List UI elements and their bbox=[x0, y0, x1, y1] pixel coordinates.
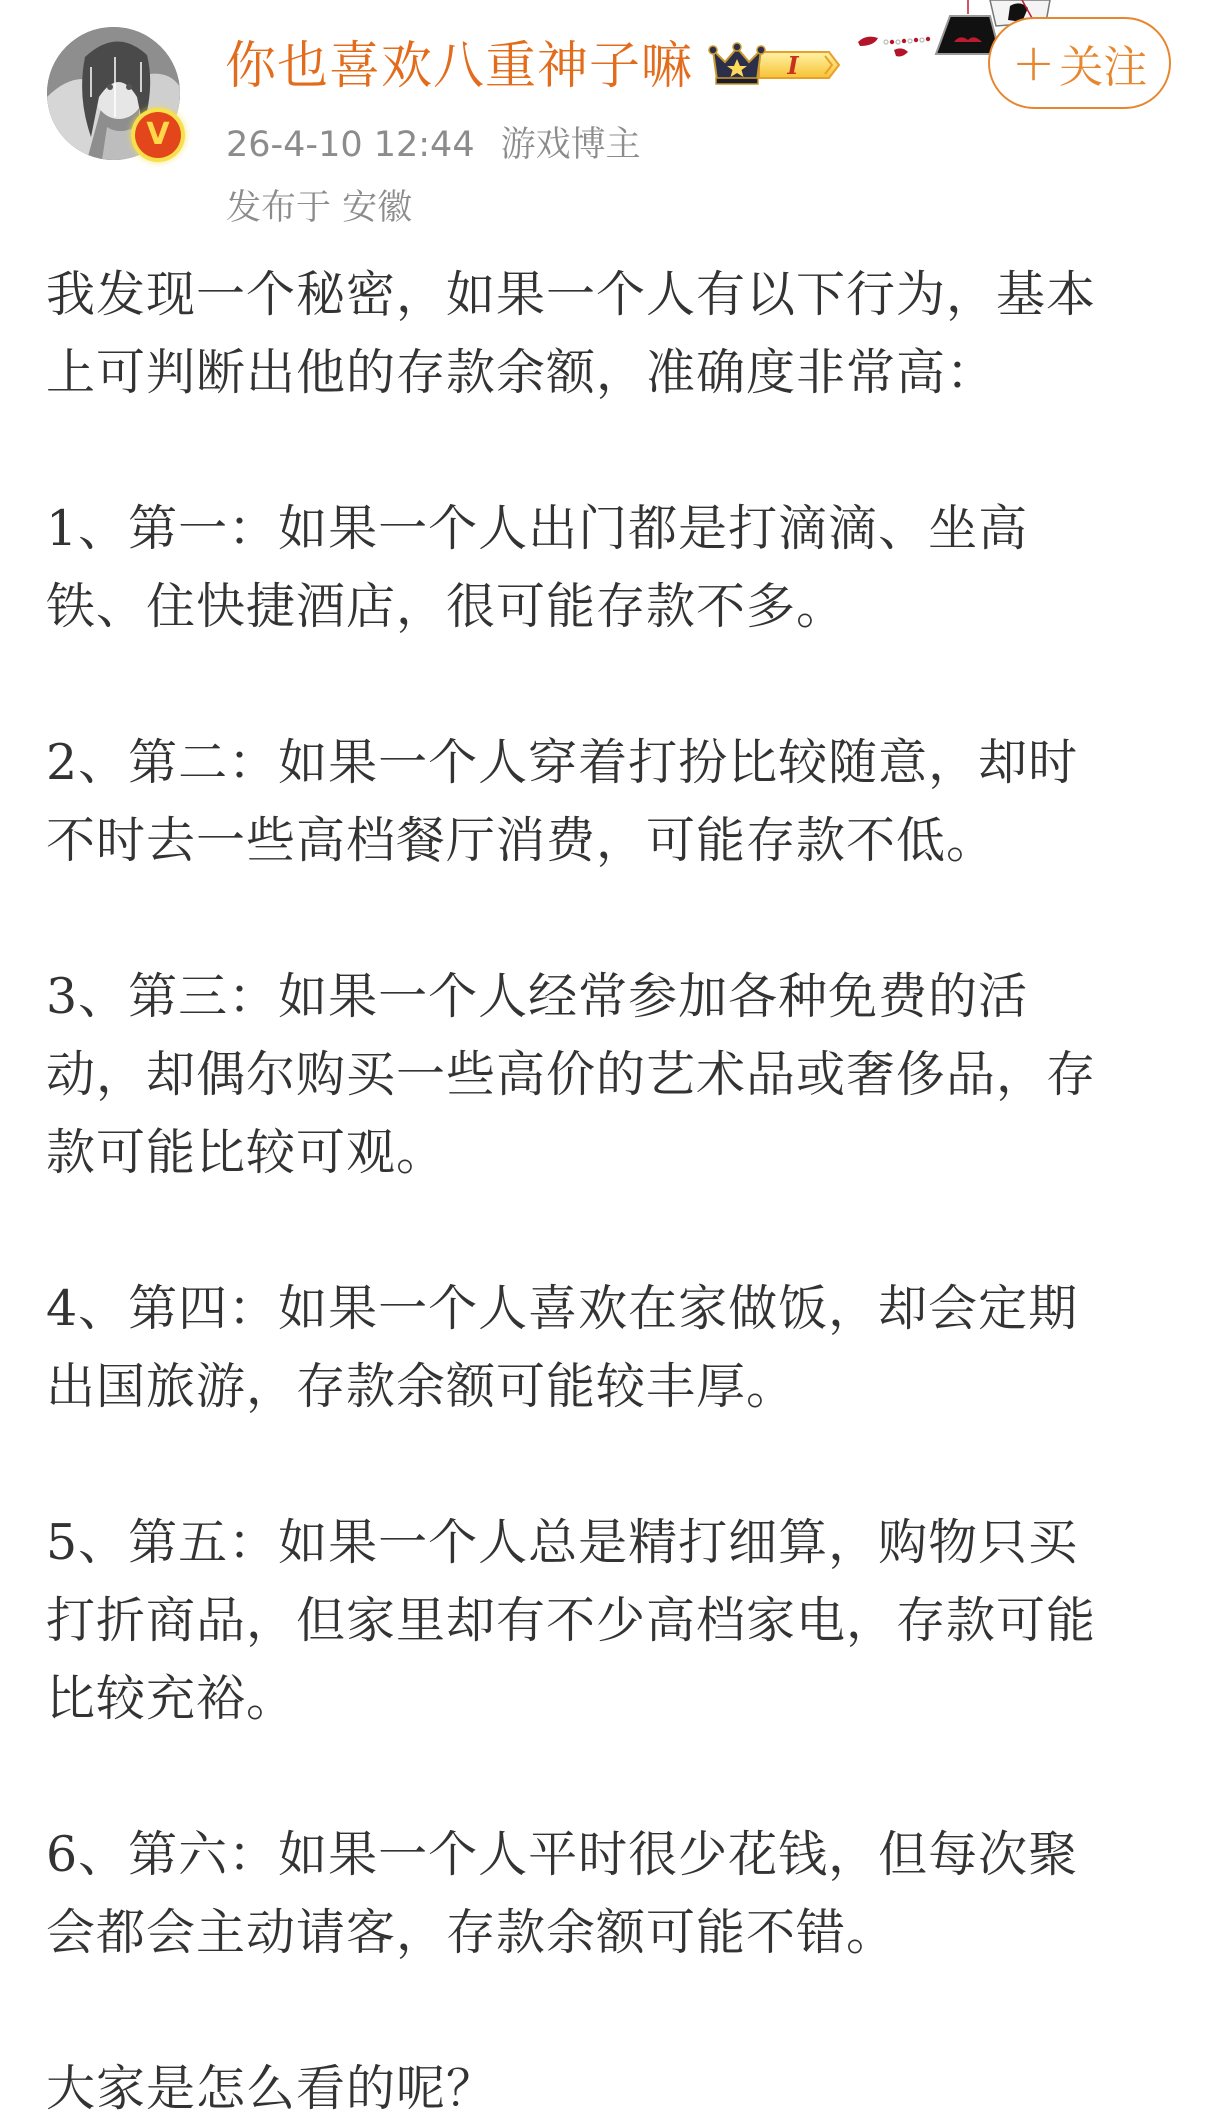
list-item-line: 打折商品，但家里却有不少高档家电，存款可能 bbox=[46, 1592, 1097, 1649]
list-item-line: 5、第五：如果一个人总是精打细算，购物只买 bbox=[46, 1514, 1079, 1571]
list-item-line: 铁、住快捷酒店，很可能存款不多。 bbox=[46, 578, 847, 635]
list-item-line: 比较充裕。 bbox=[46, 1670, 297, 1727]
list-item-2 bbox=[46, 724, 1196, 880]
crown-level-icon[interactable] bbox=[707, 42, 841, 88]
list-item-line: 1、第一：如果一个人出门都是打滴滴、坐高 bbox=[46, 500, 1029, 557]
username-link[interactable]: 你也喜欢八重神子嘛 bbox=[225, 37, 694, 96]
post-header bbox=[0, 0, 1216, 240]
follow-button-label: 关注 bbox=[1059, 42, 1148, 93]
intro-line: 上可判断出他的存款余额，准确度非常高： bbox=[46, 344, 997, 401]
post-location: 发布于 安徽 bbox=[226, 188, 413, 228]
list-item-line: 2、第二：如果一个人穿着打扮比较随意，却时 bbox=[46, 734, 1079, 791]
follow-button[interactable] bbox=[988, 17, 1171, 109]
timestamp: 26-4-10 12:44 bbox=[226, 125, 475, 165]
intro-line: 我发现一个秘密，如果一个人有以下行为，基本 bbox=[46, 266, 1097, 323]
list-item-1 bbox=[46, 490, 1196, 646]
list-item-4 bbox=[46, 1270, 1196, 1426]
post-body bbox=[46, 256, 1196, 2128]
list-item-line: 出国旅游，存款余额可能较丰厚。 bbox=[46, 1358, 797, 1415]
post-intro bbox=[46, 256, 1196, 412]
list-item-line: 动，却偶尔购买一些高价的艺术品或奢侈品，存 bbox=[46, 1046, 1097, 1103]
list-item-5 bbox=[46, 1504, 1196, 1738]
list-item-line: 3、第三：如果一个人经常参加各种免费的活 bbox=[46, 968, 1029, 1025]
list-item-line: 4、第四：如果一个人喜欢在家做饭，却会定期 bbox=[46, 1280, 1079, 1337]
plus-icon: + bbox=[1011, 33, 1056, 93]
list-item-6 bbox=[46, 1816, 1196, 1972]
list-item-line: 不时去一些高档餐厅消费，可能存款不低。 bbox=[46, 812, 997, 869]
verified-v-icon bbox=[135, 112, 181, 158]
list-item-line: 款可能比较可观。 bbox=[46, 1124, 447, 1181]
svg-text:I: I bbox=[787, 51, 799, 80]
list-item-3 bbox=[46, 958, 1196, 1192]
list-item-line: 6、第六：如果一个人平时很少花钱，但每次聚 bbox=[46, 1826, 1079, 1883]
user-tag: 游戏博主 bbox=[500, 125, 641, 165]
list-item-line: 会都会主动请客，存款余额可能不错。 bbox=[46, 1904, 897, 1961]
verified-badge-label: V bbox=[146, 117, 170, 152]
post-meta bbox=[226, 123, 641, 167]
post-closing: 大家是怎么看的呢？ bbox=[46, 2060, 497, 2117]
